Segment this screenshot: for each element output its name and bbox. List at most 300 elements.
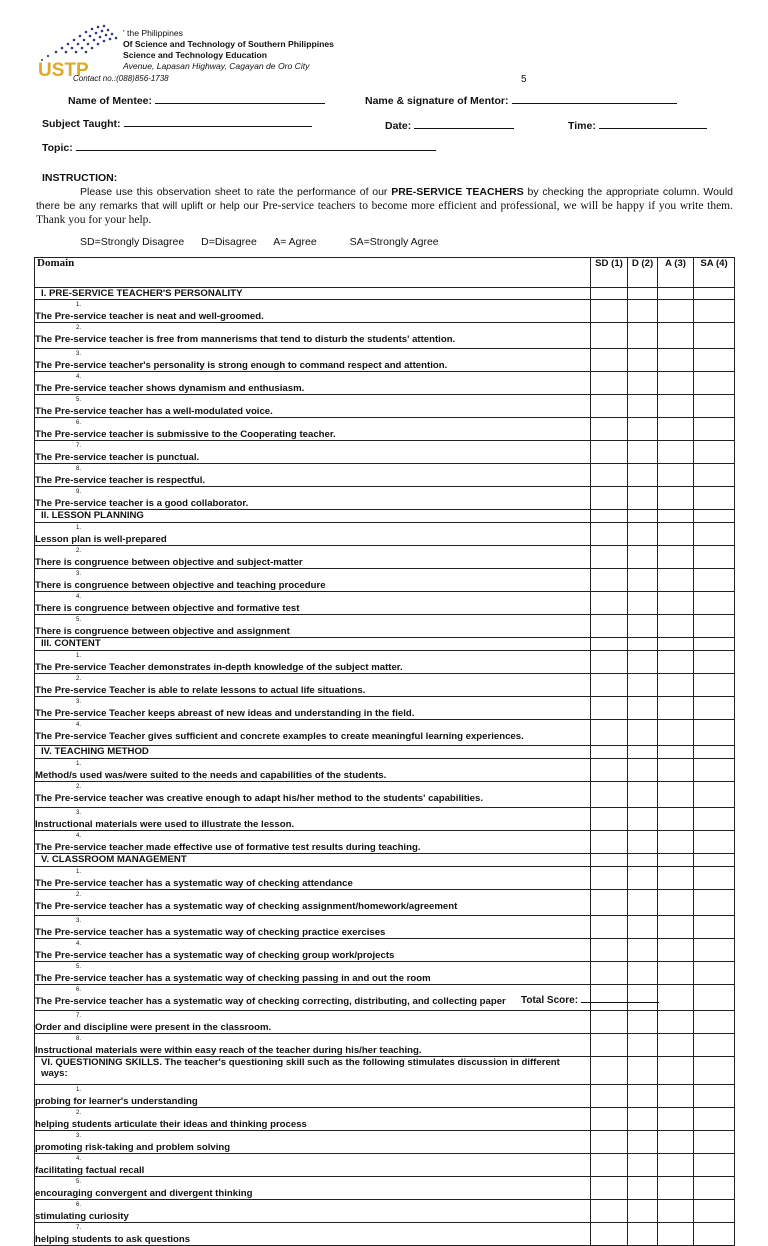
rating-cell-sa[interactable]	[694, 962, 735, 985]
rating-cell-sd[interactable]	[591, 867, 628, 890]
rating-cell-d[interactable]	[628, 592, 658, 615]
time-input-line[interactable]	[599, 118, 707, 129]
rating-cell-sa[interactable]	[694, 890, 735, 916]
rating-cell-d[interactable]	[628, 962, 658, 985]
rating-cell-sa[interactable]	[694, 615, 735, 638]
rating-cell-sa[interactable]	[694, 487, 735, 510]
item-cell	[35, 831, 591, 854]
legend-sd: SD=Strongly Disagree	[80, 236, 185, 248]
rating-cell-d[interactable]	[628, 546, 658, 569]
rating-cell-d[interactable]	[628, 418, 658, 441]
table-row	[35, 916, 735, 939]
item-number: 7.	[75, 1225, 81, 1231]
item-number: 6.	[75, 420, 81, 426]
total-score-input-line[interactable]	[581, 992, 659, 1003]
item-cell	[35, 720, 591, 746]
rating-cell-a[interactable]	[658, 441, 694, 464]
rating-cell-d[interactable]	[628, 890, 658, 916]
rating-cell-sd[interactable]	[591, 323, 628, 349]
rating-cell-a[interactable]	[658, 808, 694, 831]
rating-cell-d[interactable]	[628, 523, 658, 546]
table-row	[35, 1131, 735, 1154]
scale-header-sd: SD (1)	[591, 258, 628, 288]
item-cell	[35, 939, 591, 962]
rating-cell-sa[interactable]	[694, 441, 735, 464]
item-number: 3.	[75, 1133, 81, 1139]
rating-cell-d[interactable]	[628, 1154, 658, 1177]
table-row	[35, 1223, 735, 1246]
section-blank-cell	[628, 746, 658, 759]
item-text: The Pre-service teacher is neat and well-groomed.	[35, 311, 264, 322]
rating-cell-sa[interactable]	[694, 697, 735, 720]
section-blank-cell	[628, 638, 658, 651]
section-title: II. LESSON PLANNING	[35, 510, 591, 523]
item-text: The Pre-service teacher was creative enough to adapt his/her method to the students' capabilities.	[35, 793, 483, 804]
instruction-text	[36, 185, 733, 227]
rating-cell-a[interactable]	[658, 962, 694, 985]
table-row	[35, 697, 735, 720]
rating-cell-sd[interactable]	[591, 962, 628, 985]
rating-cell-sa[interactable]	[694, 916, 735, 939]
rating-cell-sa[interactable]	[694, 523, 735, 546]
section-blank-cell	[591, 1057, 628, 1085]
item-number: 3.	[75, 810, 81, 816]
rating-cell-d[interactable]	[628, 1034, 658, 1057]
item-cell	[35, 418, 591, 441]
item-cell	[35, 1108, 591, 1131]
rating-cell-d[interactable]	[628, 1108, 658, 1131]
rating-cell-d[interactable]	[628, 720, 658, 746]
item-cell	[35, 349, 591, 372]
item-cell	[35, 323, 591, 349]
item-number: 1.	[75, 869, 81, 875]
total-score	[521, 992, 659, 1006]
rating-cell-d[interactable]	[628, 395, 658, 418]
rating-cell-d[interactable]	[628, 323, 658, 349]
rating-cell-a[interactable]	[658, 372, 694, 395]
rating-cell-a[interactable]	[658, 651, 694, 674]
rating-cell-d[interactable]	[628, 349, 658, 372]
rating-cell-sd[interactable]	[591, 1177, 628, 1200]
rating-cell-sa[interactable]	[694, 1034, 735, 1057]
rating-cell-a[interactable]	[658, 323, 694, 349]
rating-cell-a[interactable]	[658, 674, 694, 697]
rating-cell-a[interactable]	[658, 1177, 694, 1200]
rating-cell-d[interactable]	[628, 831, 658, 854]
section-title: I. PRE-SERVICE TEACHER'S PERSONALITY	[35, 288, 591, 300]
rating-cell-a[interactable]	[658, 349, 694, 372]
item-number: 3.	[75, 351, 81, 357]
section-blank-cell	[658, 510, 694, 523]
section-title: III. CONTENT	[35, 638, 591, 651]
rating-cell-d[interactable]	[628, 372, 658, 395]
rating-cell-a[interactable]	[658, 759, 694, 782]
rating-cell-a[interactable]	[658, 523, 694, 546]
item-text: stimulating curiosity	[35, 1211, 129, 1222]
rating-cell-sd[interactable]	[591, 1011, 628, 1034]
item-number: 5.	[75, 397, 81, 403]
rating-cell-a[interactable]	[658, 1154, 694, 1177]
item-text: The Pre-service teacher has a systematic way of checking attendance	[35, 878, 353, 889]
rating-cell-d[interactable]	[628, 651, 658, 674]
subject-input-line[interactable]	[124, 116, 312, 127]
item-text: The Pre-service teacher is a good collaborator.	[35, 498, 249, 509]
rating-cell-sa[interactable]	[694, 1200, 735, 1223]
rating-cell-sd[interactable]	[591, 1108, 628, 1131]
section-blank-cell	[694, 510, 735, 523]
item-cell	[35, 1154, 591, 1177]
rating-cell-a[interactable]	[658, 985, 694, 1011]
date-label: Date:	[385, 120, 412, 132]
rating-cell-sd[interactable]	[591, 546, 628, 569]
rating-cell-a[interactable]	[658, 831, 694, 854]
topic-label: Topic:	[42, 142, 73, 154]
item-number: 2.	[75, 325, 81, 331]
rating-cell-a[interactable]	[658, 569, 694, 592]
rating-cell-a[interactable]	[658, 1223, 694, 1246]
item-cell	[35, 395, 591, 418]
table-row	[35, 487, 735, 510]
section-blank-cell	[591, 746, 628, 759]
section-blank-cell	[694, 638, 735, 651]
item-number: 1.	[75, 761, 81, 767]
item-text: helping students articulate their ideas and thinking process	[35, 1119, 307, 1130]
subject-label: Subject Taught:	[42, 118, 121, 130]
item-text: The Pre-service teacher has a systematic way of checking passing in and out the room	[35, 973, 431, 984]
section-row-teaching-method	[35, 746, 735, 759]
section-row-classroom-management	[35, 854, 735, 867]
rating-cell-a[interactable]	[658, 546, 694, 569]
item-cell	[35, 916, 591, 939]
rating-cell-d[interactable]	[628, 697, 658, 720]
rating-cell-sa[interactable]	[694, 569, 735, 592]
item-number: 1.	[75, 302, 81, 308]
item-number: 2.	[75, 676, 81, 682]
rating-cell-a[interactable]	[658, 1034, 694, 1057]
rating-cell-sd[interactable]	[591, 1200, 628, 1223]
rating-cell-a[interactable]	[658, 697, 694, 720]
item-cell	[35, 487, 591, 510]
rating-cell-sd[interactable]	[591, 651, 628, 674]
item-text: There is congruence between objective and subject-matter	[35, 557, 303, 568]
rating-cell-sa[interactable]	[694, 300, 735, 323]
subject-field	[42, 116, 312, 130]
rating-cell-sd[interactable]	[591, 782, 628, 808]
rating-cell-d[interactable]	[628, 1177, 658, 1200]
rating-cell-a[interactable]	[658, 464, 694, 487]
item-number: 8.	[75, 1036, 81, 1042]
scale-header-a: A (3)	[658, 258, 694, 288]
rating-cell-a[interactable]	[658, 1108, 694, 1131]
rating-cell-sd[interactable]	[591, 523, 628, 546]
rating-cell-sa[interactable]	[694, 759, 735, 782]
rating-cell-sa[interactable]	[694, 651, 735, 674]
rating-cell-a[interactable]	[658, 890, 694, 916]
item-number: 1.	[75, 653, 81, 659]
rating-cell-sa[interactable]	[694, 1131, 735, 1154]
table-row	[35, 441, 735, 464]
item-number: 5.	[75, 1179, 81, 1185]
item-number: 2.	[75, 1110, 81, 1116]
table-row	[35, 1085, 735, 1108]
table-row	[35, 546, 735, 569]
table-row	[35, 867, 735, 890]
item-text: probing for learner's understanding	[35, 1096, 198, 1107]
rating-cell-d[interactable]	[628, 441, 658, 464]
item-cell	[35, 1131, 591, 1154]
rating-cell-a[interactable]	[658, 487, 694, 510]
item-number: 7.	[75, 1013, 81, 1019]
rating-cell-d[interactable]	[628, 1200, 658, 1223]
header-line-4: Avenue, Lapasan Highway, Cagayan de Oro City	[123, 61, 310, 71]
item-cell	[35, 615, 591, 638]
rating-cell-sa[interactable]	[694, 372, 735, 395]
section-title: V. CLASSROOM MANAGEMENT	[35, 854, 591, 867]
rating-cell-sd[interactable]	[591, 808, 628, 831]
item-cell	[35, 697, 591, 720]
rating-cell-sd[interactable]	[591, 697, 628, 720]
table-row	[35, 962, 735, 985]
rating-cell-sa[interactable]	[694, 323, 735, 349]
rating-cell-sd[interactable]	[591, 1154, 628, 1177]
item-text: helping students to ask questions	[35, 1234, 191, 1245]
instruction-part-1: Please use this observation sheet to rate the performance of our	[80, 186, 388, 198]
rating-cell-sa[interactable]	[694, 867, 735, 890]
rating-cell-a[interactable]	[658, 939, 694, 962]
time-label: Time:	[568, 120, 596, 132]
rating-cell-d[interactable]	[628, 487, 658, 510]
table-row	[35, 808, 735, 831]
rating-cell-sd[interactable]	[591, 615, 628, 638]
table-row	[35, 720, 735, 746]
item-number: 9.	[75, 489, 81, 495]
table-row	[35, 831, 735, 854]
rating-cell-a[interactable]	[658, 418, 694, 441]
section-blank-cell	[658, 746, 694, 759]
item-number: 2.	[75, 784, 81, 790]
table-body	[35, 288, 735, 1246]
rating-cell-sa[interactable]	[694, 1011, 735, 1034]
topic-input-line[interactable]	[76, 140, 436, 151]
rating-cell-d[interactable]	[628, 916, 658, 939]
item-number: 2.	[75, 892, 81, 898]
rating-cell-sa[interactable]	[694, 464, 735, 487]
item-cell	[35, 523, 591, 546]
rating-cell-sd[interactable]	[591, 349, 628, 372]
instruction-part-3: Pre-service teachers to become more efficient and professional, we will be happy if you write them. Thank you for your help.	[36, 200, 734, 226]
rating-cell-sd[interactable]	[591, 418, 628, 441]
rating-cell-sd[interactable]	[591, 720, 628, 746]
section-blank-cell	[694, 854, 735, 867]
rating-cell-a[interactable]	[658, 782, 694, 808]
rating-cell-d[interactable]	[628, 782, 658, 808]
rating-cell-sd[interactable]	[591, 890, 628, 916]
section-blank-cell	[591, 854, 628, 867]
rating-cell-sd[interactable]	[591, 1131, 628, 1154]
item-text: The Pre-service teacher has a systematic way of checking group work/projects	[35, 950, 395, 961]
rating-cell-d[interactable]	[628, 867, 658, 890]
item-cell	[35, 300, 591, 323]
rating-cell-d[interactable]	[628, 759, 658, 782]
svg-text:USTP: USTP	[38, 60, 89, 80]
table-row	[35, 323, 735, 349]
rating-cell-sa[interactable]	[694, 720, 735, 746]
rating-cell-d[interactable]	[628, 1011, 658, 1034]
rating-cell-sa[interactable]	[694, 808, 735, 831]
rating-cell-sd[interactable]	[591, 395, 628, 418]
table-row	[35, 651, 735, 674]
rating-cell-sa[interactable]	[694, 985, 735, 1011]
item-number: 3.	[75, 918, 81, 924]
item-cell	[35, 1177, 591, 1200]
header-line-3: Science and Technology Education	[123, 50, 268, 60]
rating-cell-d[interactable]	[628, 1085, 658, 1108]
item-number: 3.	[75, 571, 81, 577]
rating-cell-a[interactable]	[658, 395, 694, 418]
rating-cell-a[interactable]	[658, 615, 694, 638]
rating-cell-sd[interactable]	[591, 759, 628, 782]
item-text: There is congruence between objective and formative test	[35, 603, 300, 614]
rating-cell-sa[interactable]	[694, 831, 735, 854]
rating-cell-d[interactable]	[628, 464, 658, 487]
item-text: The Pre-service teacher has a systematic way of checking correcting, distributing, and collecting paper	[35, 996, 506, 1007]
item-text: The Pre-service Teacher is able to relate lessons to actual life situations.	[35, 685, 366, 696]
item-text: There is congruence between objective and teaching procedure	[35, 580, 326, 591]
rating-cell-d[interactable]	[628, 1131, 658, 1154]
rating-cell-sa[interactable]	[694, 1085, 735, 1108]
section-blank-cell	[658, 854, 694, 867]
table-row	[35, 300, 735, 323]
rating-cell-a[interactable]	[658, 720, 694, 746]
rating-cell-sd[interactable]	[591, 372, 628, 395]
section-blank-cell	[658, 288, 694, 300]
rating-cell-sd[interactable]	[591, 300, 628, 323]
item-text: The Pre-service teacher is submissive to the Cooperating teacher.	[35, 429, 336, 440]
rating-cell-sa[interactable]	[694, 395, 735, 418]
rating-cell-sd[interactable]	[591, 441, 628, 464]
rating-cell-sd[interactable]	[591, 939, 628, 962]
rating-cell-sd[interactable]	[591, 831, 628, 854]
rating-cell-d[interactable]	[628, 674, 658, 697]
header-line-1: ' the Philippines	[123, 28, 183, 38]
legend-d: D=Disagree	[201, 236, 257, 248]
table-row	[35, 395, 735, 418]
rating-cell-sa[interactable]	[694, 1223, 735, 1246]
item-text: The Pre-service teacher has a systematic way of checking assignment/homework/agreement	[35, 901, 458, 912]
rating-cell-d[interactable]	[628, 1223, 658, 1246]
table-row	[35, 1011, 735, 1034]
rating-cell-sd[interactable]	[591, 1034, 628, 1057]
rating-cell-a[interactable]	[658, 1200, 694, 1223]
item-cell	[35, 1085, 591, 1108]
section-blank-cell	[694, 288, 735, 300]
rating-cell-a[interactable]	[658, 592, 694, 615]
item-number: 6.	[75, 987, 81, 993]
scale-header-sa: SA (4)	[694, 258, 735, 288]
rating-cell-a[interactable]	[658, 300, 694, 323]
item-number: 3.	[75, 699, 81, 705]
rating-cell-sa[interactable]	[694, 349, 735, 372]
item-number: 7.	[75, 443, 81, 449]
rating-cell-sa[interactable]	[694, 939, 735, 962]
section-blank-cell	[591, 288, 628, 300]
rating-cell-sd[interactable]	[591, 487, 628, 510]
rating-cell-sa[interactable]	[694, 418, 735, 441]
rating-cell-d[interactable]	[628, 569, 658, 592]
section-blank-cell	[658, 1057, 694, 1085]
rating-cell-sa[interactable]	[694, 674, 735, 697]
rating-cell-sd[interactable]	[591, 1085, 628, 1108]
rating-cell-a[interactable]	[658, 1085, 694, 1108]
table-row	[35, 759, 735, 782]
mentee-input-line[interactable]	[155, 93, 325, 104]
table-row	[35, 523, 735, 546]
item-text: The Pre-service teacher is respectful.	[35, 475, 206, 486]
item-cell	[35, 1200, 591, 1223]
rating-cell-sd[interactable]	[591, 674, 628, 697]
table-row	[35, 349, 735, 372]
rating-cell-sa[interactable]	[694, 1177, 735, 1200]
rating-cell-sd[interactable]	[591, 464, 628, 487]
rating-cell-sd[interactable]	[591, 916, 628, 939]
rating-cell-sa[interactable]	[694, 592, 735, 615]
section-row-content	[35, 638, 735, 651]
mentor-input-line[interactable]	[512, 93, 677, 104]
table-row	[35, 615, 735, 638]
table-row	[35, 372, 735, 395]
rating-cell-d[interactable]	[628, 939, 658, 962]
rating-cell-sd[interactable]	[591, 569, 628, 592]
item-cell	[35, 808, 591, 831]
rating-cell-sd[interactable]	[591, 592, 628, 615]
table-header-row	[35, 258, 735, 288]
item-number: 1.	[75, 1087, 81, 1093]
item-number: 4.	[75, 722, 81, 728]
rating-cell-a[interactable]	[658, 1131, 694, 1154]
date-input-line[interactable]	[414, 118, 514, 129]
table-row	[35, 939, 735, 962]
rating-cell-d[interactable]	[628, 615, 658, 638]
rating-cell-a[interactable]	[658, 867, 694, 890]
section-blank-cell	[628, 510, 658, 523]
item-text: facilitating factual recall	[35, 1165, 145, 1176]
rating-cell-a[interactable]	[658, 916, 694, 939]
table-row	[35, 1200, 735, 1223]
item-cell	[35, 441, 591, 464]
rating-cell-a[interactable]	[658, 1011, 694, 1034]
rating-cell-sa[interactable]	[694, 1108, 735, 1131]
section-blank-cell	[591, 638, 628, 651]
instruction-title: INSTRUCTION:	[42, 172, 118, 184]
item-number: 5.	[75, 617, 81, 623]
contact-number: Contact no.:(088)856-1738	[73, 74, 169, 83]
item-text: The Pre-service teacher made effective use of formative test results during teaching.	[35, 842, 421, 853]
section-row-personality	[35, 288, 735, 300]
item-text: The Pre-service teacher has a well-modulated voice.	[35, 406, 273, 417]
domain-header: Domain	[35, 258, 591, 288]
rating-cell-sd[interactable]	[591, 1223, 628, 1246]
rating-cell-d[interactable]	[628, 300, 658, 323]
item-number: 8.	[75, 466, 81, 472]
instruction-part-2: by checking the appropriate column. Would there be any remarks that will uplift or help our	[36, 186, 733, 212]
rating-cell-sa[interactable]	[694, 546, 735, 569]
rating-cell-sa[interactable]	[694, 1154, 735, 1177]
item-text: Order and discipline were present in the classroom.	[35, 1022, 272, 1033]
item-text: The Pre-service teacher has a systematic way of checking practice exercises	[35, 927, 386, 938]
rating-cell-d[interactable]	[628, 808, 658, 831]
rating-cell-sa[interactable]	[694, 782, 735, 808]
item-text: Instructional materials were within easy reach of the teacher during his/her teaching.	[35, 1045, 422, 1056]
